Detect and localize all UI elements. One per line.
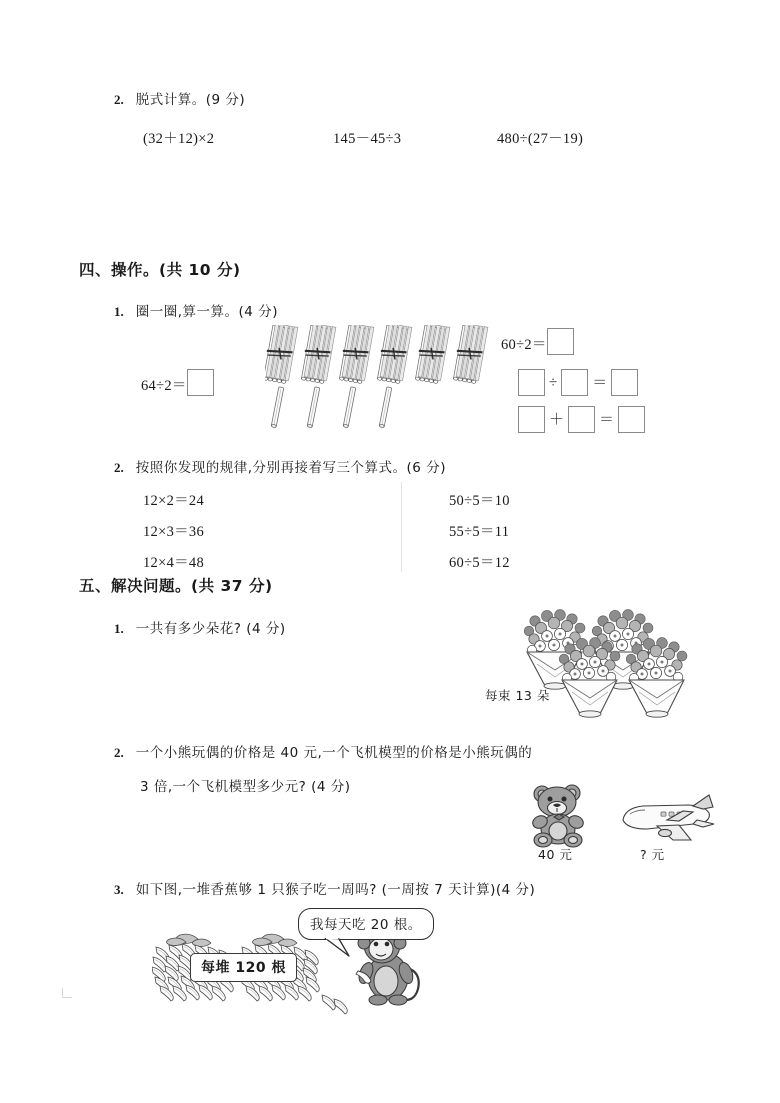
question-group-tuoshi [114,88,245,109]
question-group-four-2 [114,456,446,477]
expression-64-div-2 [141,369,214,396]
plus-sign: ＋ [549,412,565,428]
question-prompt-line1: 一个小熊玩偶的价格是 40 元,一个飞机模型的价格是小熊玩偶的 [135,745,533,761]
banana-pile-label-text: 每堆 120 根 [201,960,286,976]
registration-mark [62,988,72,998]
monkey-speech-bubble [298,908,434,940]
section-heading-four: 四、操作。(共 10 分) [79,261,241,279]
answer-box[interactable] [518,406,545,433]
divide-sign: ÷ [549,375,558,391]
question-prompt-line2: 3 倍,一个飞机模型多少元? (4 分) [140,779,351,795]
pattern-right-3: 60÷5＝12 [449,555,510,571]
banana-pile-label [190,953,297,982]
answer-box[interactable] [561,369,588,396]
expression-text: 60÷2＝ [501,337,547,353]
pattern-left-1: 12×2＝24 [143,493,205,509]
question-number: 2. [114,745,124,760]
equals-sign: ＝ [592,375,608,391]
bouquet-caption: 每束 13 朵 [485,688,550,703]
pattern-right-1: 50÷5＝10 [449,493,510,509]
expression-box-div-box [518,369,638,396]
counting-sticks-illustration [265,325,495,430]
answer-box[interactable] [518,369,545,396]
bear-toy-illustration [523,782,601,850]
section-heading-five: 五、解决问题。(共 37 分) [79,577,273,595]
airplane-price-label: ? 元 [640,847,665,862]
answer-box[interactable] [547,328,574,355]
answer-box[interactable] [568,406,595,433]
question-prompt: 按照你发现的规律,分别再接着写三个算式。(6 分) [135,460,446,476]
question-group-five-1 [114,617,286,638]
expression-box-plus-box [518,406,645,433]
pattern-left-3: 12×4＝48 [143,555,205,571]
bear-price-label: 40 元 [538,847,573,862]
question-group-five-2 [114,741,532,762]
airplane-model-illustration [617,793,717,849]
expression-3: 480÷(27－19) [497,131,584,147]
question-number: 2. [114,460,124,475]
column-divider [401,482,402,572]
question-prompt: 如下图,一堆香蕉够 1 只猴子吃一周吗? (一周按 7 天计算)(4 分) [135,882,536,898]
question-prompt: 脱式计算。(9 分) [135,92,246,108]
pattern-left-2: 12×3＝36 [143,524,205,540]
expression-text: 64÷2＝ [141,378,187,394]
question-number: 3. [114,882,124,897]
monkey-speech-text: 我每天吃 20 根。 [310,917,422,933]
question-number: 1. [114,304,124,319]
question-group-four-1 [114,300,278,321]
expression-60-div-2 [501,328,574,355]
question-number: 2. [114,92,124,107]
expression-2: 145－45÷3 [333,131,402,147]
question-prompt: 圈一圈,算一算。(4 分) [135,304,278,320]
answer-box[interactable] [187,369,214,396]
question-group-five-3 [114,878,535,899]
pattern-right-2: 55÷5＝11 [449,524,510,540]
question-prompt: 一共有多少朵花? (4 分) [135,621,286,637]
answer-box[interactable] [611,369,638,396]
expression-1: (32＋12)×2 [143,131,215,147]
question-number: 1. [114,621,124,636]
answer-box[interactable] [618,406,645,433]
equals-sign: ＝ [599,412,615,428]
speech-bubble-tail [323,938,357,960]
